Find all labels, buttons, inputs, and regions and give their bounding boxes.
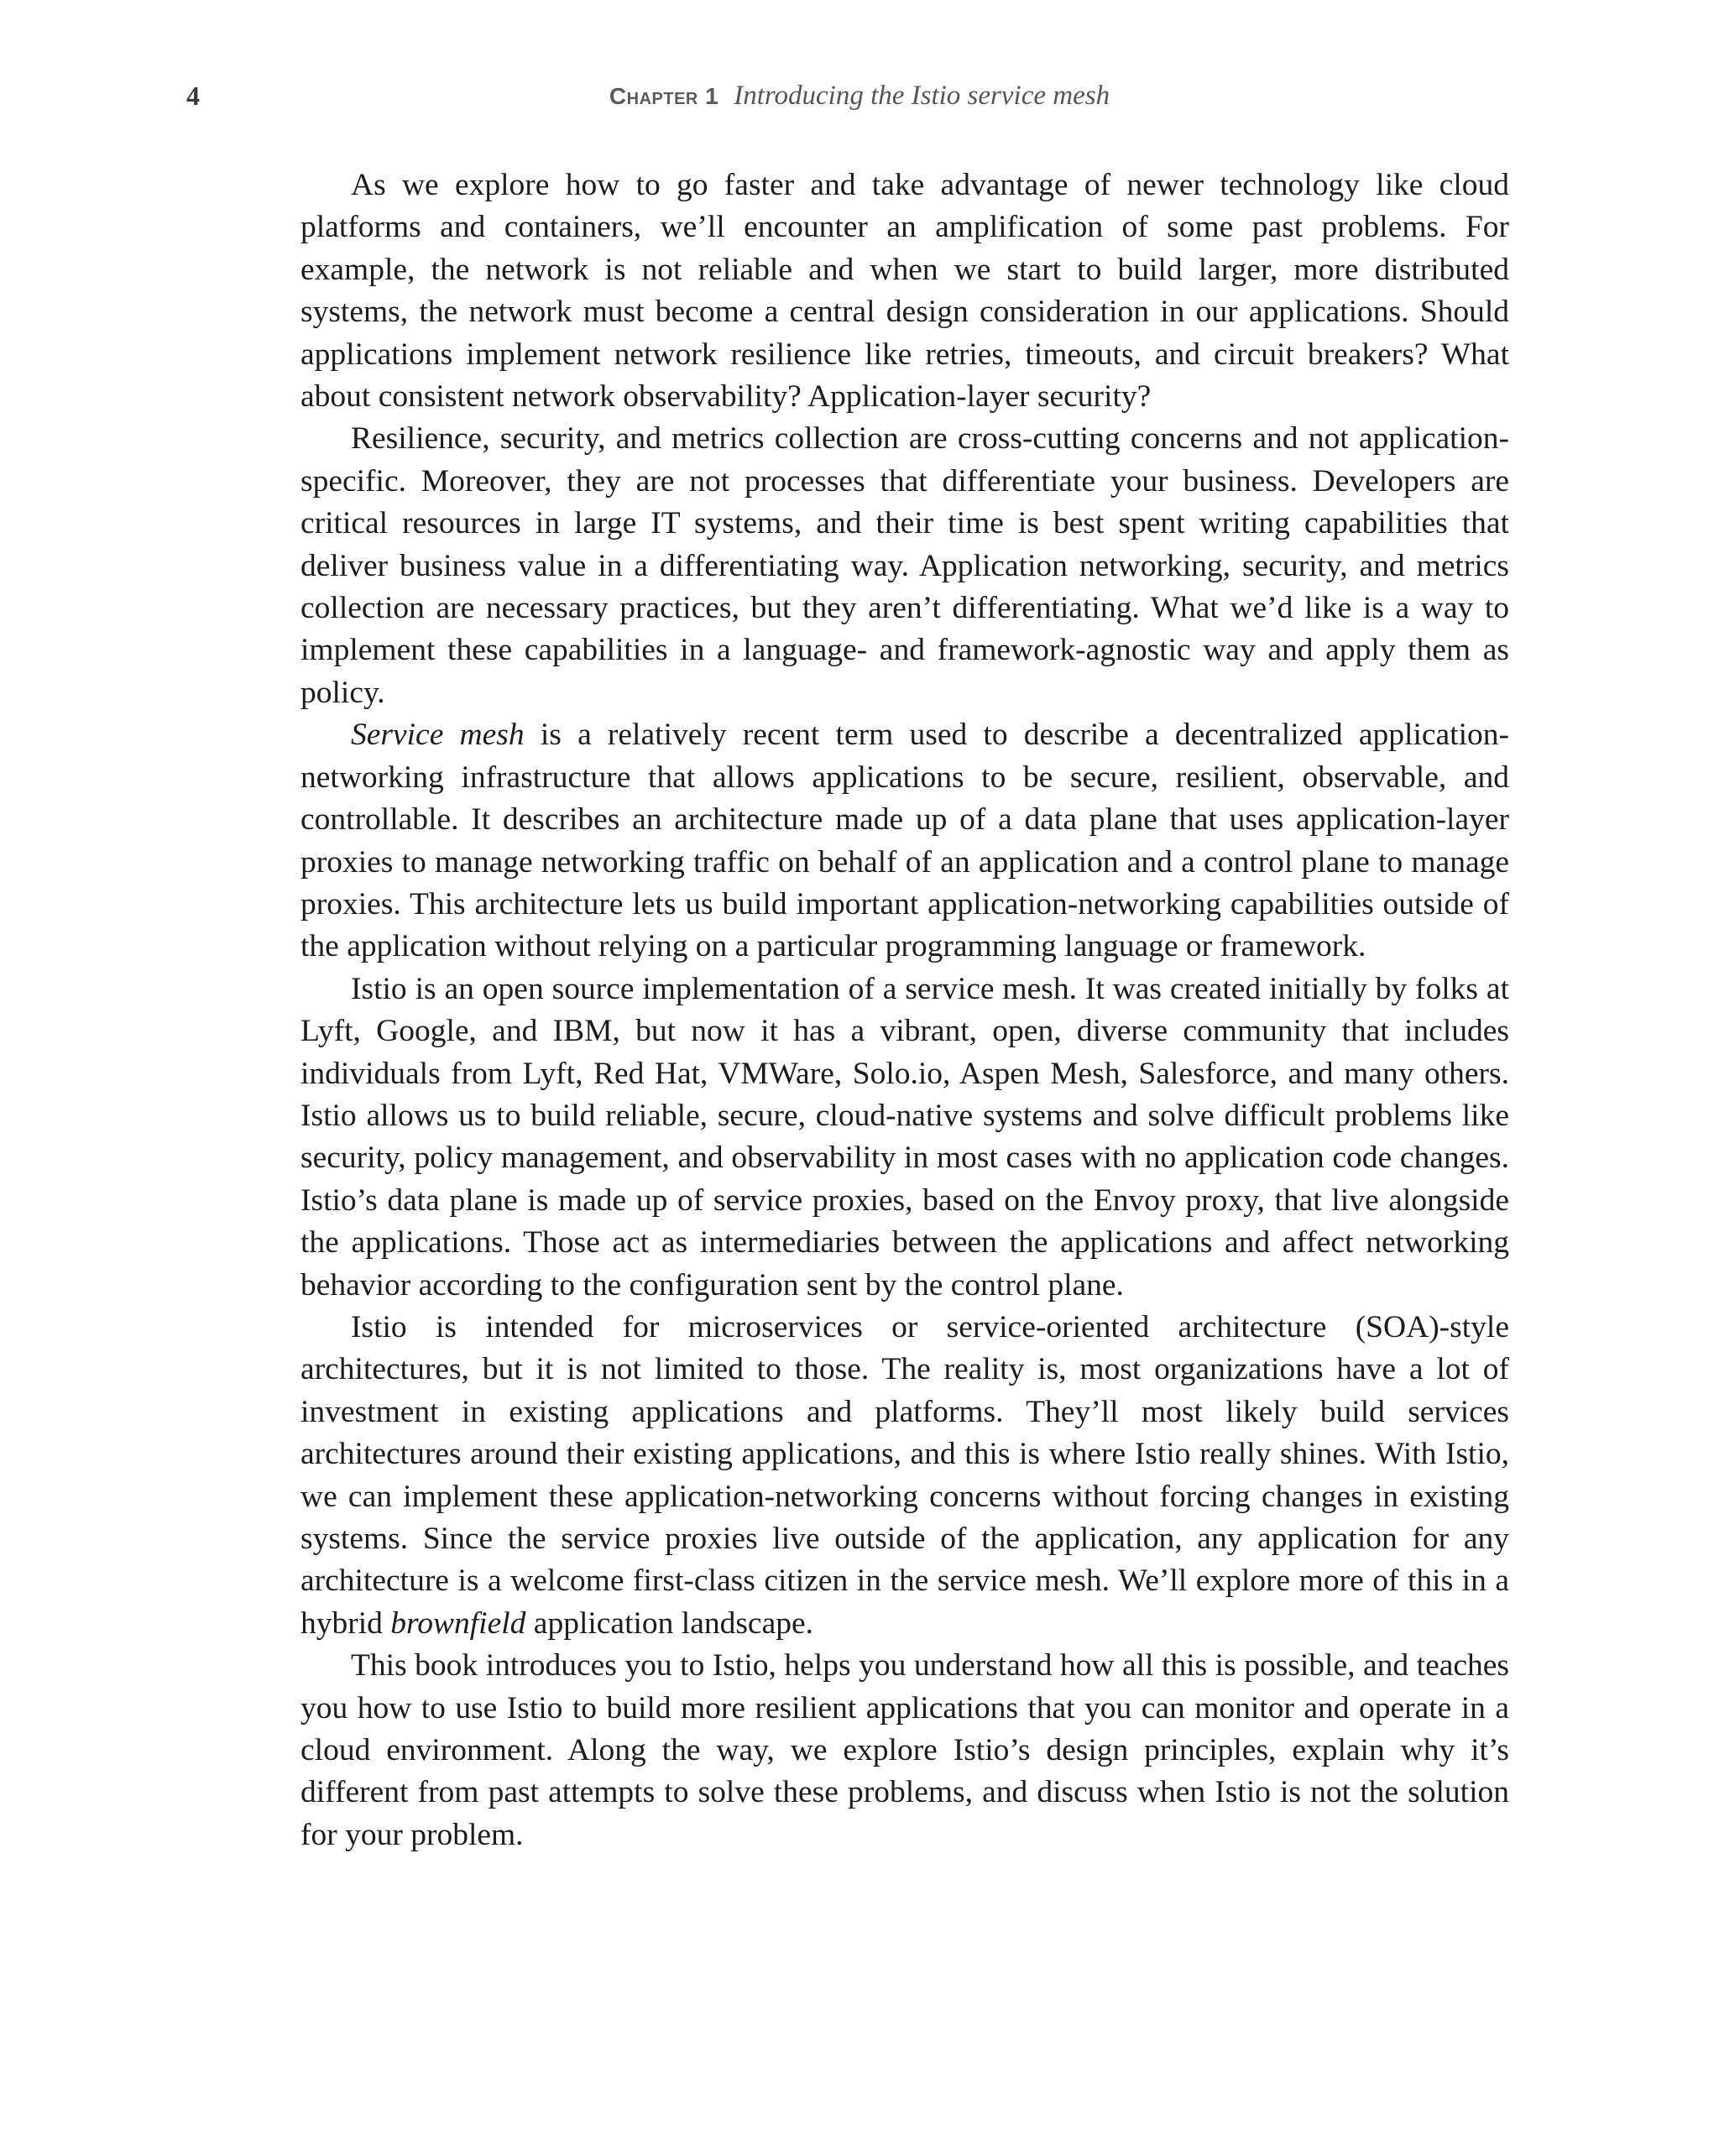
chapter-title: Introducing the Istio service mesh	[734, 81, 1110, 111]
paragraph-5-text-before: Istio is intended for microservices or service-oriented architecture (SOA)-style architectures, but it is not limited to those. The reality is, most organizations have a lot of investment in existing applications and platforms. They’ll most likely build services architectures around their existing applications, and this is where Istio really shines. With Istio, we can implement these application-networking concerns without forcing changes in existing systems. Since the service proxies live outside of the application, any application for any architecture is a welcome first-class citizen in the service mesh. We’ll explore more of this in a hybrid	[300, 1309, 1509, 1641]
paragraph-3-text: is a relatively recent term used to describe a decentralized application-networking infrastructure that allows applications to be secure, resilient, observable, and controllable. It describes an architecture made up of a data plane that uses application-layer proxies to manage networking traffic on behalf of an application and a control plane to manage proxies. This architecture lets us build important application-networking capabilities outside of the application without relying on a particular programming language or framework.	[300, 718, 1509, 964]
paragraph-5	[300, 1307, 1509, 1645]
paragraph-1-text: As we explore how to go faster and take advantage of newer technology like cloud platforms and containers, we’ll encounter an amplification of some past problems. For example, the network is not reliable and when we start to build larger, more distributed systems, the network must become a central design consideration in our applications. Should applications implement network resilience like retries, timeouts, and circuit breakers? What about consistent network observability? Application-layer security?	[300, 168, 1509, 415]
paragraph-2	[300, 418, 1509, 714]
paragraph-6	[300, 1645, 1509, 1856]
paragraph-6-text: This book introduces you to Istio, helps you understand how all this is possible, and teaches you how to use Istio to build more resilient applications that you can monitor and operate in a cloud environment. Along the way, we explore Istio’s design principles, explain why it’s different from past attempts to solve these problems, and discuss when Istio is not the solution for your problem.	[300, 1648, 1509, 1852]
paragraph-4	[300, 968, 1509, 1307]
brownfield-term: brownfield	[390, 1605, 526, 1641]
paragraph-3	[300, 714, 1509, 968]
paragraph-4-text: Istio is an open source implementation of a service mesh. It was created initially by folks at Lyft, Google, and IBM, but now it has a vibrant, open, diverse community that includes individuals from Lyft, Red Hat, VMWare, Solo.io, Aspen Mesh, Salesforce, and many others. Istio allows us to build reliable, secure, cloud-native systems and solve difficult problems like security, policy management, and observability in most cases with no application code changes. Istio’s data plane is made up of service proxies, based on the Envoy proxy, that live alongside the applications. Those act as intermediaries between the applications and affect networking behavior according to the configuration sent by the control plane.	[300, 971, 1509, 1302]
chapter-label: Chapter 1	[609, 83, 719, 109]
page-number: 4	[186, 81, 200, 111]
running-header	[0, 81, 1719, 123]
paragraph-1	[300, 164, 1509, 418]
running-head	[0, 81, 1719, 112]
service-mesh-term: Service mesh	[351, 718, 525, 753]
paragraph-5-text-after: application landscape.	[525, 1605, 813, 1641]
paragraph-2-text: Resilience, security, and metrics collection are cross-cutting concerns and not application-specific. Moreover, they are not processes that differentiate your business. Developers are critical resources in large IT systems, and their time is best spent writing capabilities that deliver business value in a differentiating way. Application networking, security, and metrics collection are necessary practices, but they aren’t differentiating. What we’d like is a way to implement these capabilities in a language- and framework-agnostic way and apply them as policy.	[300, 421, 1509, 710]
body-text	[300, 164, 1509, 1856]
